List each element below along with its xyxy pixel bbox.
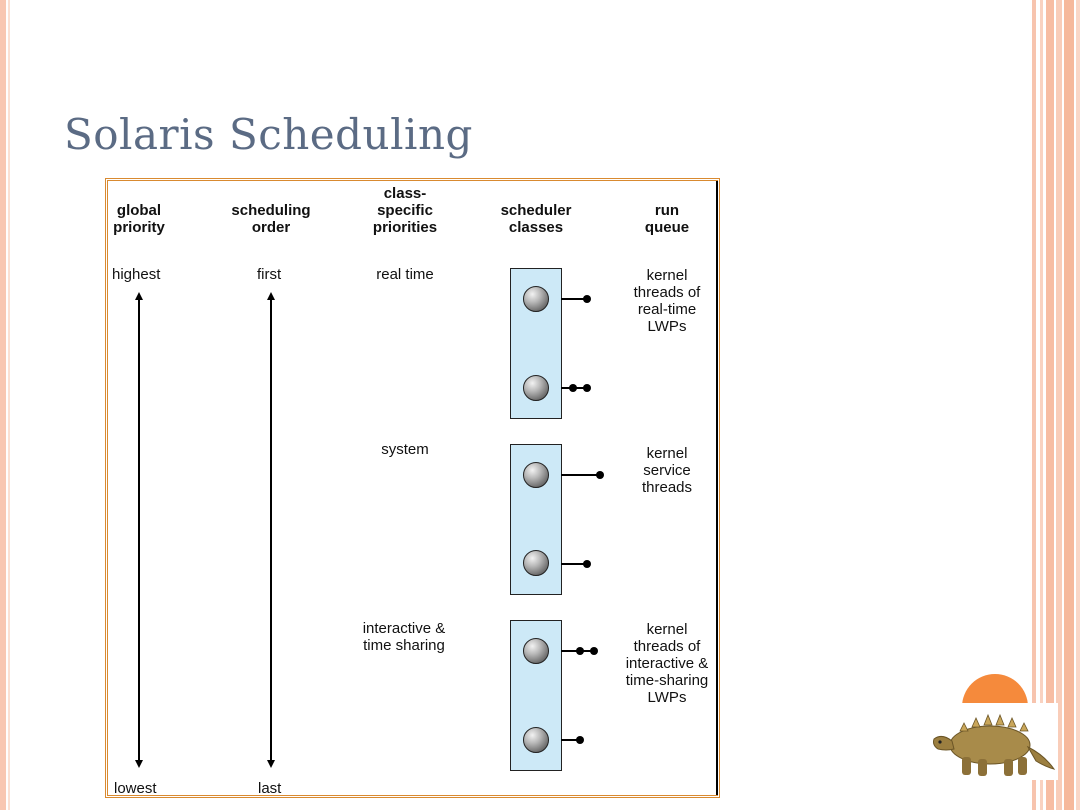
left-border-decoration	[0, 0, 6, 810]
run-queue-real-time: kernel threads of real-time LWPs	[633, 267, 701, 335]
global-priority-arrow-down	[135, 760, 143, 768]
queue-link	[561, 298, 585, 300]
header-scheduler-classes: scheduler classes	[500, 202, 572, 236]
class-label-system: system	[381, 441, 429, 458]
queue-thread-dot	[576, 647, 584, 655]
thread-orb-icon	[523, 638, 549, 664]
scheduling-order-axis	[270, 298, 272, 760]
class-label-interactive-time-sharing: interactive & time sharing	[362, 620, 446, 654]
thread-orb-icon	[523, 550, 549, 576]
queue-thread-dot	[583, 384, 591, 392]
left-border-line	[8, 0, 10, 810]
scheduling-order-arrow-down	[267, 760, 275, 768]
queue-thread-dot	[576, 736, 584, 744]
queue-link	[561, 563, 585, 565]
scheduling-order-first: first	[257, 266, 282, 283]
global-priority-axis	[138, 298, 140, 760]
global-priority-lowest: lowest	[114, 780, 157, 797]
dinosaur-illustration-icon	[928, 703, 1058, 780]
scheduling-order-last: last	[258, 780, 282, 797]
header-scheduling-order: scheduling order	[231, 202, 311, 236]
queue-thread-dot	[590, 647, 598, 655]
run-queue-system: kernel service threads	[641, 445, 693, 496]
header-global-priority: global priority	[113, 202, 165, 236]
header-class-specific-priorities: class- specific priorities	[372, 185, 438, 236]
queue-link	[561, 474, 599, 476]
slide-title: Solaris Scheduling	[64, 110, 473, 159]
thread-orb-icon	[523, 375, 549, 401]
queue-thread-dot	[596, 471, 604, 479]
global-priority-highest: highest	[112, 266, 161, 283]
class-label-real-time: real time	[376, 266, 434, 283]
header-run-queue: run queue	[644, 202, 690, 236]
queue-thread-dot	[583, 560, 591, 568]
thread-orb-icon	[523, 286, 549, 312]
queue-thread-dot	[583, 295, 591, 303]
run-queue-interactive-time-sharing: kernel threads of interactive & time-sharing LWPs	[625, 621, 709, 706]
right-stripe-decoration	[1032, 0, 1080, 810]
thread-orb-icon	[523, 727, 549, 753]
queue-thread-dot	[569, 384, 577, 392]
thread-orb-icon	[523, 462, 549, 488]
